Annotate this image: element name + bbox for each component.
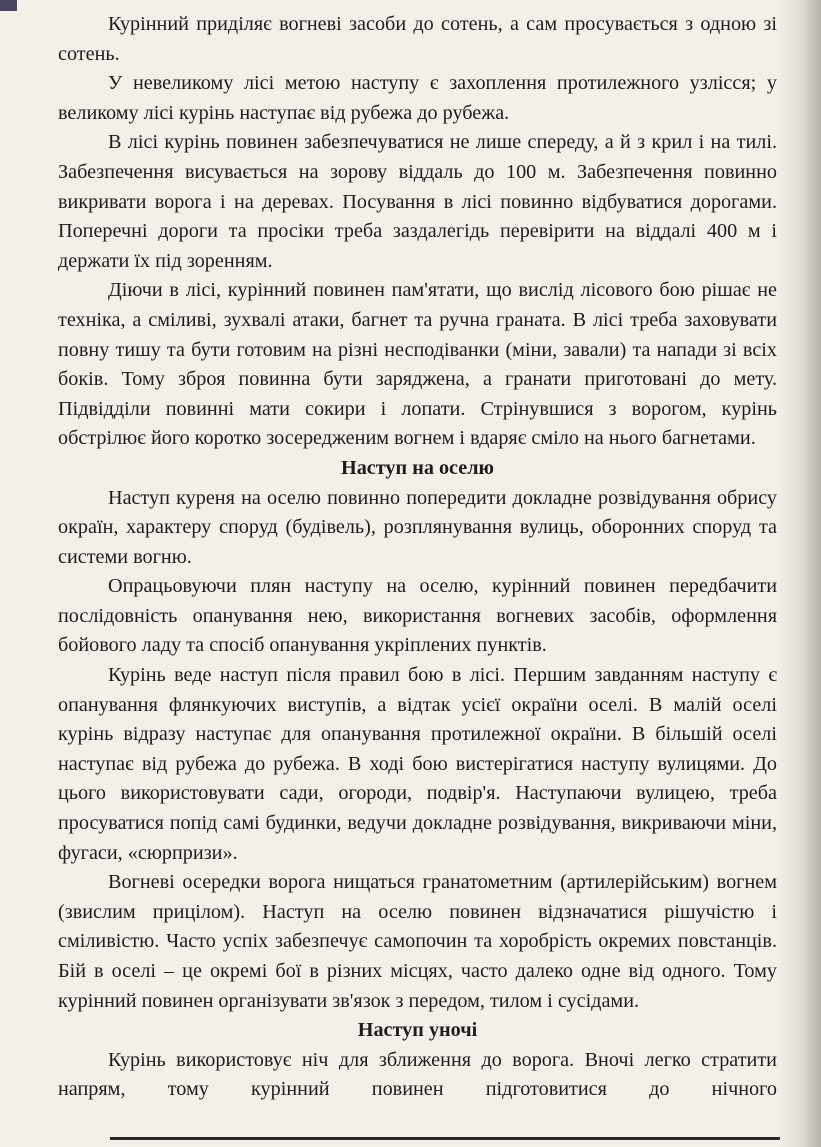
- heading-village-attack: Наступ на оселю: [341, 456, 494, 479]
- paragraph-forest-combat: Діючи в лісі, курінний повинен пам'ятати, що вислід лісового бою рішає не техніка, а сміливі, зухвалі атаки, багнет та ручна граната. В лісі треба заховувати повну тишу та бути готовим на різні несподіванки (міни, завали) та напади зі всіх боків. Тому зброя повинна бути заряджена, а гранати приготовані до мету. Підвідділи повинні мати сокири і лопати. Стрінувшися з ворогом, курінь обстрілює його коротко зосередженим вогнем і вдаряє сміло на нього багнетами.: [58, 279, 777, 450]
- paragraph-night-approach: Курінь використовує ніч для зближення до ворога. Вночі легко стратити напрям, тому курінний повинен підготовитися до нічного: [58, 1048, 777, 1101]
- paragraph-forest-security: В лісі курінь повинен забезпечуватися не лише спереду, а й з крил і на тилі. Забезпечення висувається на зорову віддаль до 100 м. Забезпечення повинно викривати ворога і на деревах. Посування в лісі повинно відбуватися дорогами. Поперечні дороги та просіки треба заздалегідь перевірити на віддалі 400 м і держати їх під зоренням.: [58, 131, 777, 272]
- corner-color-mark: [0, 0, 17, 11]
- book-page-text: [58, 10, 777, 1105]
- paragraph-village-fire: Вогневі осередки ворога нищаться гранатометним (артилерійським) вогнем (звислим прицілом). Наступ на оселю повинен відзначатися рішучістю і сміливістю. Часто успіх забезпечує самопочин та хоробрість окремих повстанців. Бій в оселі – це окремі бої в різних місцях, часто далеко одне від одного. Тому курінний повинен організувати зв'язок з передом, тилом і сусідами.: [58, 871, 777, 1012]
- paragraph-village-plan: Опрацьовуючи плян наступу на оселю, курінний повинен передбачити послідовність опанування нею, використання вогневих засобів, оформлення бойового ладу та спосіб опанування укріплених пунктів.: [58, 575, 777, 657]
- bottom-page-rule: [110, 1137, 780, 1140]
- page-edge-shadow: [777, 0, 821, 1147]
- heading-night-attack: Наступ уночі: [357, 1019, 478, 1042]
- paragraph-small-forest: У невеликому лісі метою наступу є захоплення протилежного узлісся; у великому лісі курінь наступає від рубежа до рубежа.: [58, 72, 777, 124]
- paragraph-village-recon: Наступ куреня на оселю повинно попередити докладне розвідування обрису окраїн, характеру споруд (будівель), розплянування вулиць, оборонних споруд та системи вогню.: [58, 486, 777, 568]
- paragraph-artillery-allocation: Курінний приділяє вогневі засоби до сотень, а сам просувається з одною зі сотень.: [58, 13, 777, 65]
- paragraph-village-tactics: Курінь веде наступ після правил бою в лісі. Першим завданням наступу є опанування флянкуючих виступів, а відтак усієї окраїни оселі. В малій оселі курінь відразу наступає для опанування протилежної окраїни. В більшій оселі наступає від рубежа до рубежа. В ході бою вистерігатися наступу вулицями. До цього використовувати сади, огороди, подвір'я. Наступаючи вулицею, треба просуватися попід самі будинки, ведучи докладне розвідування, викриваючи міни, фугаси, «сюрпризи».: [58, 664, 777, 864]
